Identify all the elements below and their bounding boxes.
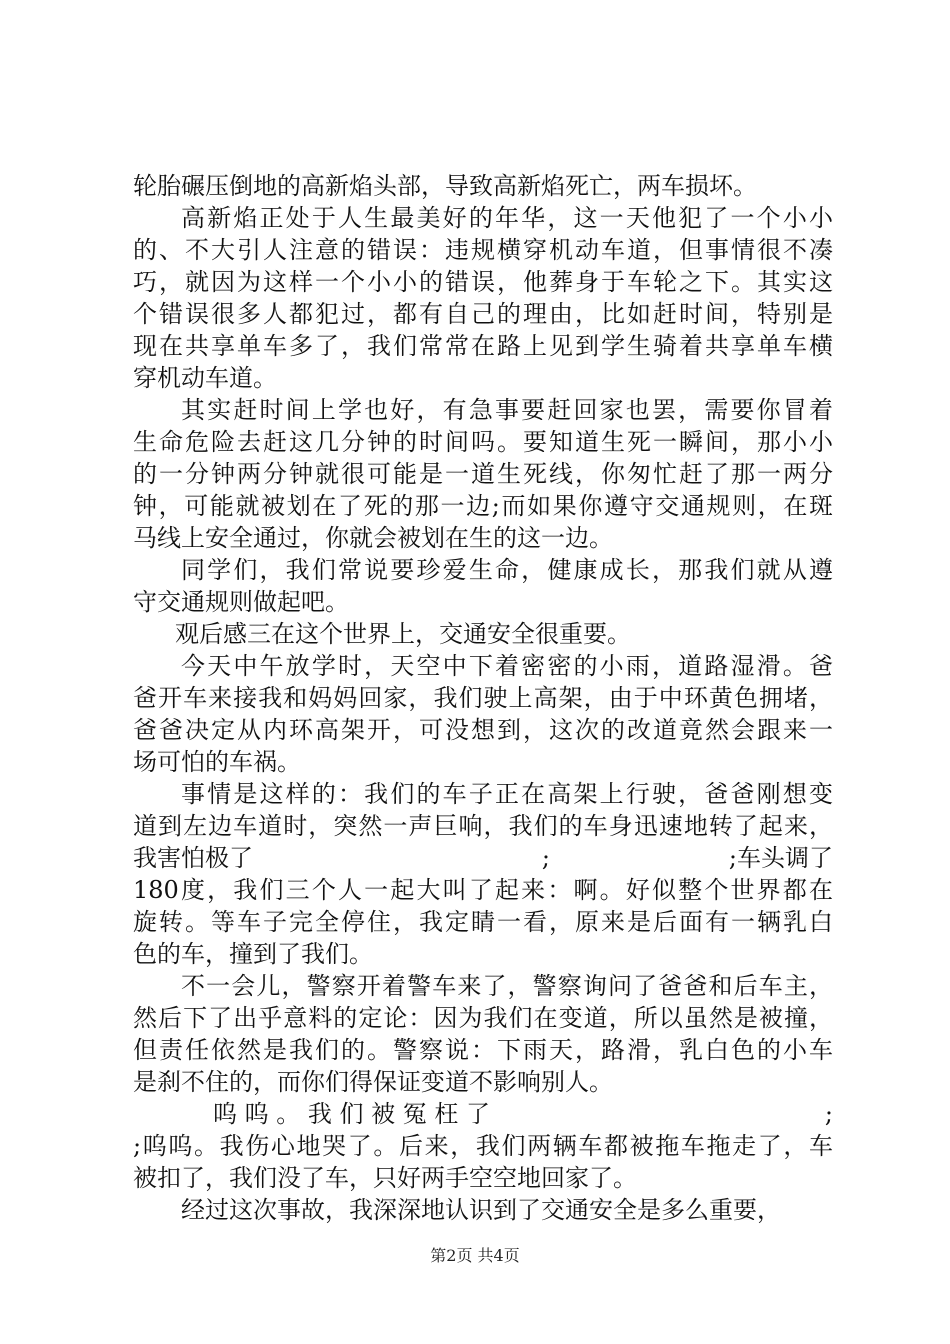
text-line-spaced bbox=[133, 842, 833, 874]
text-line: 个错误很多人都犯过，都有自己的理由，比如赶时间，特别是 bbox=[133, 300, 833, 328]
text-line: 但责任依然是我们的。警察说：下雨天，路滑，乳白色的小车 bbox=[133, 1036, 833, 1064]
text-line: 经过这次事故，我深深地认识到了交通安全是多么重要， bbox=[181, 1196, 781, 1224]
text-line: 今天中午放学时，天空中下着密密的小雨，道路湿滑。爸 bbox=[181, 652, 833, 680]
text-line: 生命危险去赶这几分钟的时间吗。要知道生死一瞬间，那小小 bbox=[133, 428, 833, 456]
document-body bbox=[133, 170, 833, 1226]
text-segment: 我害怕极了 bbox=[133, 844, 253, 872]
text-line: 现在共享单车多了，我们常常在路上见到学生骑着共享单车横 bbox=[133, 332, 833, 360]
section-heading: 观后感三在这个世界上，交通安全很重要。 bbox=[175, 620, 631, 648]
text-line: 的一分钟两分钟就很可能是一道生死线，你匆忙赶了那一两分 bbox=[133, 460, 833, 488]
text-line: 是刹不住的，而你们得保证变道不影响别人。 bbox=[133, 1068, 613, 1096]
text-line: 然后下了出乎意料的定论：因为我们在变道，所以虽然是被撞， bbox=[133, 1004, 833, 1032]
text-line: 旋转。等车子完全停住，我定睛一看，原来是后面有一辆乳白 bbox=[133, 908, 833, 936]
text-line: 180度，我们三个人一起大叫了起来：啊。好似整个世界都在 bbox=[133, 876, 833, 904]
text-line: 钟，可能就被划在了死的那一边;而如果你遵守交通规则，在斑 bbox=[133, 492, 833, 520]
text-line: 高新焰正处于人生最美好的年华，这一天他犯了一个小小 bbox=[181, 204, 833, 232]
page-number-footer: 第2页 共4页 bbox=[430, 1246, 520, 1265]
text-line: 道到左边车道时，突然一声巨响，我们的车身迅速地转了起来， bbox=[133, 812, 833, 840]
text-line: 的、不大引人注意的错误：违规横穿机动车道，但事情很不凑 bbox=[133, 236, 833, 264]
text-segment: ; bbox=[541, 844, 550, 872]
text-line: 同学们，我们常说要珍爱生命，健康成长，那我们就从遵 bbox=[181, 556, 833, 584]
text-line: 爸开车来接我和妈妈回家，我们驶上高架，由于中环黄色拥堵， bbox=[133, 684, 833, 712]
text-line: 爸爸决定从内环高架开，可没想到，这次的改道竟然会跟来一 bbox=[133, 716, 833, 744]
text-segment: ;车头调了 bbox=[728, 844, 833, 872]
text-line: 事情是这样的：我们的车子正在高架上行驶，爸爸刚想变 bbox=[181, 780, 833, 808]
text-line: ;呜呜。我伤心地哭了。后来，我们两辆车都被拖车拖走了，车 bbox=[133, 1132, 833, 1160]
text-line: 巧，就因为这样一个小小的错误，他葬身于车轮之下。其实这 bbox=[133, 268, 833, 296]
text-segment: 呜 呜 。 我 们 被 冤 枉 了 bbox=[213, 1100, 491, 1128]
text-line: 穿机动车道。 bbox=[133, 364, 277, 392]
text-line: 守交通规则做起吧。 bbox=[133, 588, 349, 616]
text-line: 场可怕的车祸。 bbox=[133, 748, 301, 776]
text-line: 马线上安全通过，你就会被划在生的这一边。 bbox=[133, 524, 613, 552]
text-line: 不一会儿，警察开着警车来了，警察询问了爸爸和后车主， bbox=[181, 972, 833, 1000]
text-line: 色的车，撞到了我们。 bbox=[133, 940, 373, 968]
text-line-spaced bbox=[133, 1098, 833, 1130]
text-line: 轮胎碾压倒地的高新焰头部，导致高新焰死亡，两车损坏。 bbox=[133, 172, 757, 200]
text-line: 其实赶时间上学也好，有急事要赶回家也罢，需要你冒着 bbox=[181, 396, 833, 424]
text-line: 被扣了，我们没了车，只好两手空空地回家了。 bbox=[133, 1164, 637, 1192]
text-segment: ; bbox=[824, 1100, 833, 1128]
